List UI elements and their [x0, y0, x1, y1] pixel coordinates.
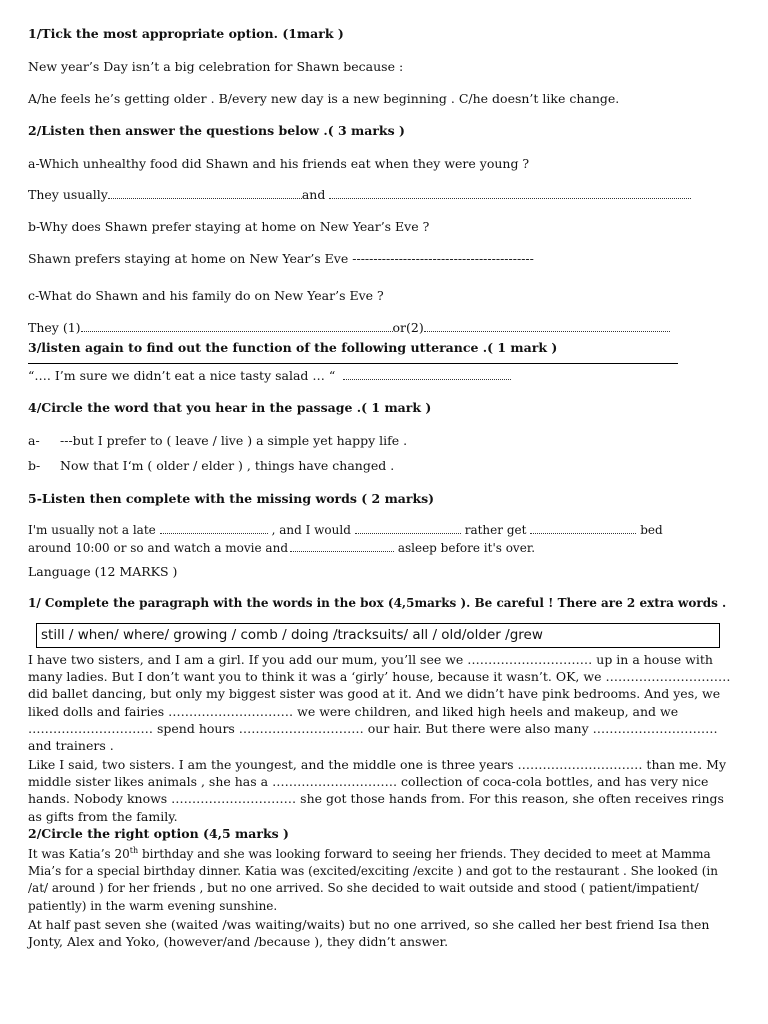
q4b-label: b-	[28, 458, 41, 473]
ordinal-suffix: th	[129, 846, 139, 855]
lang-q2-text: It was Katia’s 20	[28, 847, 130, 861]
q5-text: around 10:00 or so and watch a movie and	[28, 541, 288, 555]
lang-q1-paragraph-1: I have two sisters, and I am a girl. If you add our mum, you’ll see we ………………………… up in a house with many ladies. But I don’t want you to think it was a ‘girly’ house, because it wasn’t. OK, we ………………………… did ballet dancing, but only my biggest sister was good at it. And we didn’t have pink bedrooms. And yes, we liked dolls and fairies ………………………… we were children, and liked high heels and makeup, and we ………………………… spend hours ………………………… our hair. But there were also many ………………………… and trainers .	[28, 652, 731, 754]
q2a-answer-and: and	[301, 187, 326, 202]
q4b-text: Now that I‘m ( older / elder ) , things have changed .	[60, 458, 395, 473]
section-divider	[28, 363, 678, 364]
q1-options: A/he feels he’s getting older . B/every new day is a new beginning . C/he doesn’t like change.	[28, 91, 620, 106]
q2c-answer-line	[28, 320, 670, 336]
q1-heading: 1/Tick the most appropriate option. (1mark )	[28, 26, 344, 41]
q2a-answer-line	[28, 187, 691, 203]
q5-text: asleep before it's over.	[397, 541, 536, 555]
q2b-question: b-Why does Shawn prefer staying at home on New Year’s Eve ?	[28, 219, 430, 234]
answer-blank[interactable]	[290, 540, 394, 552]
answer-blank[interactable]	[81, 320, 393, 332]
answer-blank[interactable]	[343, 368, 511, 380]
answer-blank[interactable]	[424, 320, 670, 332]
q5-line-1	[28, 522, 663, 538]
q5-text: rather get	[464, 523, 527, 537]
q4a-label: a-	[28, 433, 40, 448]
lang-q2-paragraph-2: At half past seven she (waited /was waiting/waits) but no one arrived, so she called her best friend Isa then Jonty, Alex and Yoko, (however/and /because ), they didn’t answer.	[28, 917, 710, 950]
q5-line-2	[28, 540, 535, 556]
language-title: Language (12 MARKS )	[28, 564, 178, 579]
q2c-answer-or: or(2)	[392, 320, 424, 335]
answer-blank[interactable]	[355, 522, 461, 534]
lang-q1-heading: 1/ Complete the paragraph with the words in the box (4,5marks ). Be careful ! There are 2 extra words .	[28, 596, 727, 610]
q2a-question: a-Which unhealthy food did Shawn and his friends eat when they were young ?	[28, 156, 530, 171]
q4a-text: ---but I prefer to ( leave / live ) a simple yet happy life .	[60, 433, 408, 448]
q2b-answer: Shawn prefers staying at home on New Year’s Eve -------------------------------------------	[28, 251, 534, 266]
q2c-answer-start: They (1)	[28, 320, 81, 335]
q2-heading: 2/Listen then answer the questions below .( 3 marks )	[28, 123, 405, 138]
q3-heading: 3/listen again to find out the function of the following utterance .( 1 mark )	[28, 340, 558, 355]
answer-blank[interactable]	[160, 522, 268, 534]
answer-blank[interactable]	[329, 187, 691, 199]
answer-blank[interactable]	[108, 187, 302, 199]
q3-utterance: “…. I’m sure we didn’t eat a nice tasty salad … “	[28, 368, 336, 383]
answer-blank[interactable]	[530, 522, 636, 534]
q3-utterance-line	[28, 368, 511, 384]
q5-text: bed	[640, 523, 663, 537]
q1-stem: New year’s Day isn’t a big celebration for Shawn because :	[28, 59, 404, 74]
q5-heading: 5-Listen then complete with the missing words ( 2 marks)	[28, 491, 435, 506]
lang-q1-paragraph-2: Like I said, two sisters. I am the youngest, and the middle one is three years ………………………… than me. My middle sister likes animals , she has a ………………………… collection of coca-cola bottles, and has very nice hands. Nobody knows ………………………… she got those hands from. For this reason, she often receives rings as gifts from the family.	[28, 757, 727, 824]
lang-q2-text: birthday and she was looking forward to seeing her friends. They decided to meet at Mamma Mia’s for a special birthday dinner. Katia was (excited/exciting /excite ) and got to the restaurant . She looked (in /at/ around ) for her friends , but no one arrived. So she decided to wait outside and stood ( patient/impatient/ patiently) in the warm evening sunshine.	[28, 847, 718, 913]
q2c-question: c-What do Shawn and his family do on New Year’s Eve ?	[28, 288, 384, 303]
lang-q2-heading: 2/Circle the right option (4,5 marks )	[28, 826, 289, 841]
word-box: still / when/ where/ growing / comb / doing /tracksuits/ all / old/older /grew	[36, 623, 720, 648]
lang-q2-paragraph-1	[28, 842, 740, 915]
q4-heading: 4/Circle the word that you hear in the passage .( 1 mark )	[28, 400, 432, 415]
q2a-answer-start: They usually	[28, 187, 108, 202]
q5-text: , and I would	[271, 523, 351, 537]
q5-text: I'm usually not a late	[28, 523, 156, 537]
